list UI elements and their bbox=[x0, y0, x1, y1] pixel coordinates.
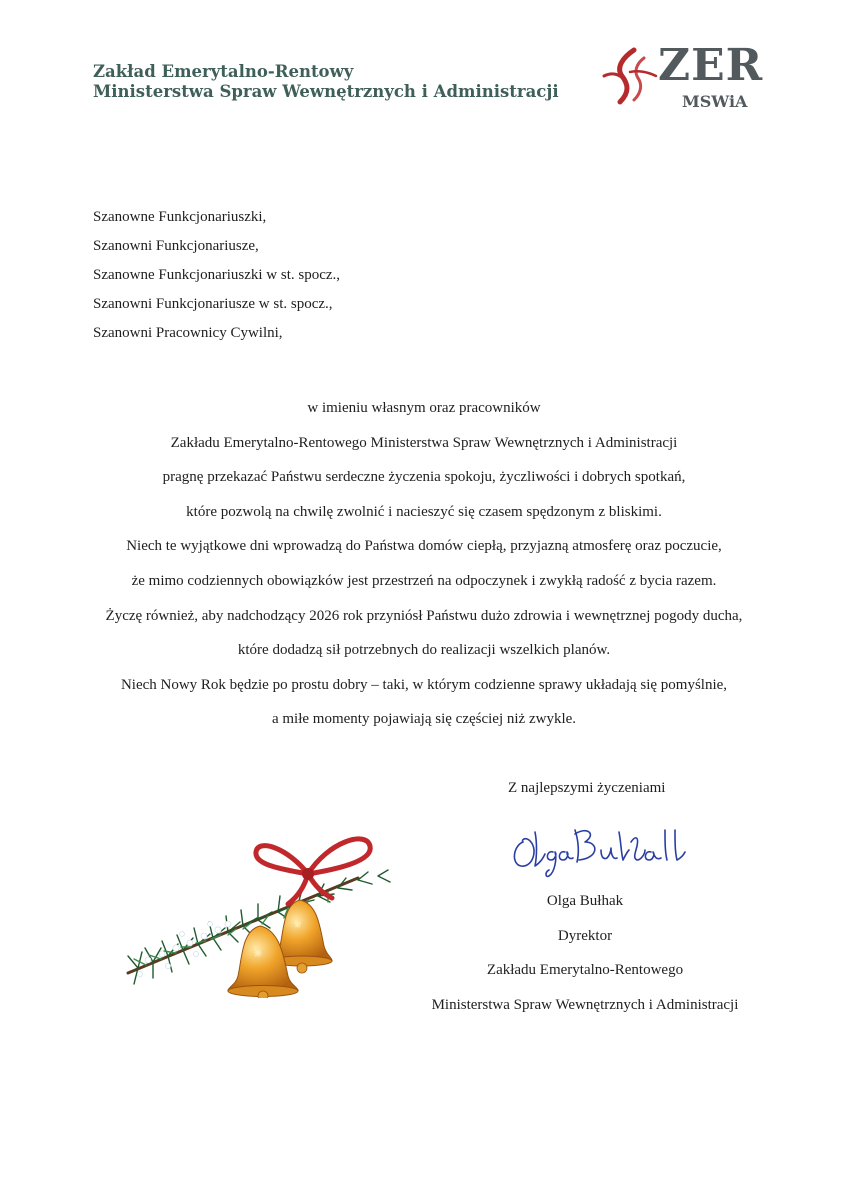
logo-subtitle: MSWiA bbox=[682, 92, 748, 111]
christmas-bells-icon bbox=[118, 828, 418, 998]
body-line: a miłe momenty pojawiają się częściej niż zwykle. bbox=[271, 711, 577, 728]
signatory-org-line1: Zakładu Emerytalno-Rentowego bbox=[486, 962, 684, 978]
body-line: w imieniu własnym oraz pracowników bbox=[307, 400, 541, 416]
body-line: Niech Nowy Rok będzie po prostu dobry – taki, w którym codzienne sprawy układają się pomyślnie, bbox=[120, 676, 728, 693]
organization-header bbox=[93, 62, 559, 102]
salutation-line: Szanowni Pracownicy Cywilni, bbox=[93, 325, 283, 341]
salutation-line: Szanowne Funkcjonariuszki, bbox=[93, 209, 267, 225]
zer-logo-mark-icon bbox=[600, 46, 660, 108]
body-line: że mimo codziennych obowiązków jest przestrzeń na odpoczynek i zwykłą radość z bycia razem. bbox=[131, 572, 717, 589]
organization-name-line2: Ministerstwa Spraw Wewnętrznych i Administracji bbox=[93, 82, 559, 101]
body-line: Życzę również, aby nadchodzący 2026 rok przyniósł Państwu dużo zdrowia i wewnętrznej pogody ducha, bbox=[105, 607, 743, 624]
closing-phrase: Z najlepszymi życzeniami bbox=[508, 780, 666, 796]
letter-body bbox=[60, 391, 788, 737]
body-line: które pozwolą na chwilę zwolnić i nacieszyć się czasem spędzonym z bliskimi. bbox=[186, 503, 662, 520]
body-line: Zakładu Emerytalno-Rentowego Ministerstwa Spraw Wewnętrznych i Administracji bbox=[170, 434, 678, 451]
signatory-title: Dyrektor bbox=[557, 927, 613, 944]
signatory-name: Olga Bułhak bbox=[546, 893, 624, 909]
salutation-line: Szanowne Funkcjonariuszki w st. spocz., bbox=[93, 267, 341, 283]
organization-name-line1: Zakład Emerytalno-Rentowy bbox=[93, 62, 354, 81]
salutation-line: Szanowni Funkcjonariusze w st. spocz., bbox=[93, 296, 333, 312]
body-line: pragnę przekazać Państwu serdeczne życzenia spokoju, życzliwości i dobrych spotkań, bbox=[162, 469, 686, 486]
signatory-org-line2: Ministerstwa Spraw Wewnętrznych i Administracji bbox=[431, 996, 739, 1013]
signature-block bbox=[400, 884, 770, 1022]
salutation-list bbox=[93, 203, 340, 348]
logo-wordmark: ZER bbox=[658, 40, 764, 91]
salutation-line: Szanowni Funkcjonariusze, bbox=[93, 238, 259, 254]
zer-logo bbox=[600, 40, 790, 116]
handwritten-signature bbox=[505, 812, 695, 882]
body-line: które dodadzą sił potrzebnych do realizacji wszelkich planów. bbox=[237, 642, 611, 659]
body-line: Niech te wyjątkowe dni wprowadzą do Państwa domów ciepłą, przyjazną atmosferę oraz poczucie, bbox=[126, 538, 722, 555]
